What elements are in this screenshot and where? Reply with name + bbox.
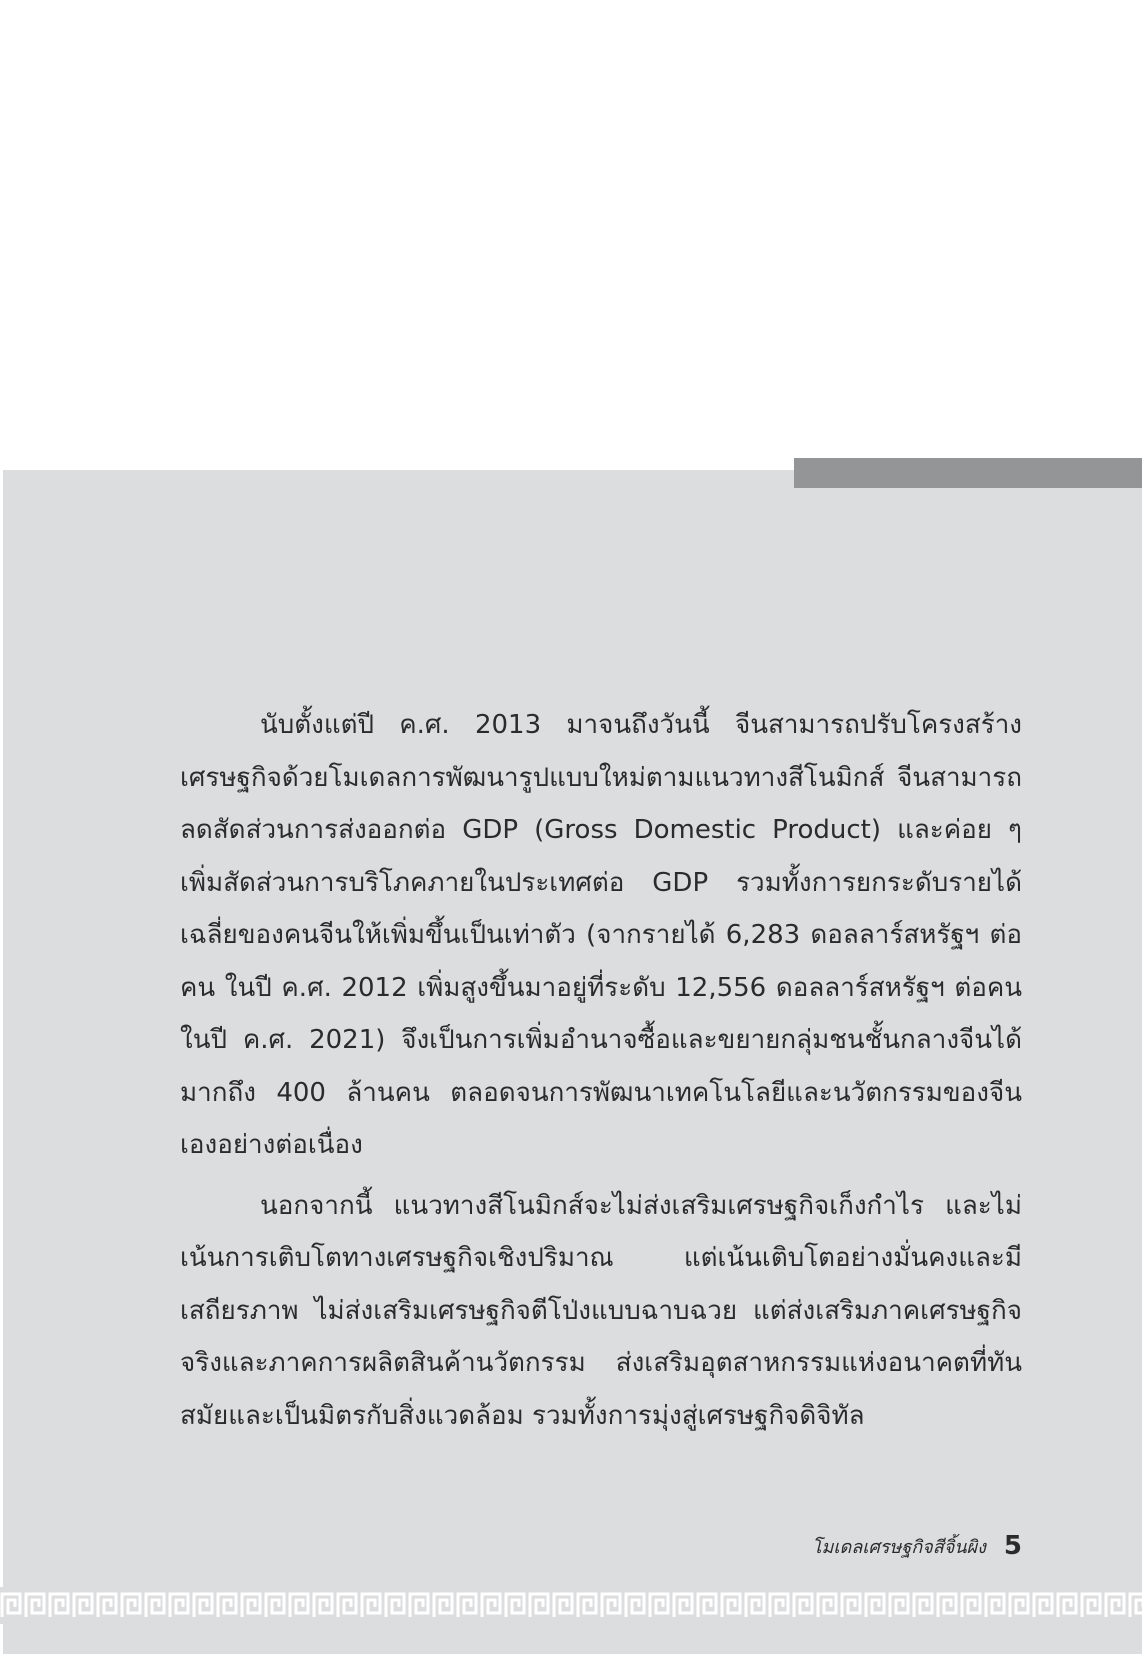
paragraph-1: นับตั้งแต่ปี ค.ศ. 2013 มาจนถึงวันนี้ จีนสามารถปรับโครงสร้างเศรษฐกิจด้วยโมเดลการพัฒนารูปแบบใหม่ตามแนวทางสีโนมิกส์ จีนสามารถลดสัดส่วนการส่งออกต่อ GDP (Gross Domestic Product) และค่อย ๆ เพิ่มสัดส่วนการบริโภคภายในประเทศต่อ GDP รวมทั้งการยกระดับรายได้เฉลี่ยของคนจีนให้เพิ่มขึ้นเป็นเท่าตัว (จากรายได้ 6,283 ดอลลาร์สหรัฐฯ ต่อคน ในปี ค.ศ. 2012 เพิ่มสูงขึ้นมาอยู่ที่ระดับ 12,556 ดอลลาร์สหรัฐฯ ต่อคน ในปี ค.ศ. 2021) จึงเป็นการเพิ่มอำนาจซื้อและขยายกลุ่มชนชั้นกลางจีนได้มากถึง 400 ล้านคน ตลอดจนการพัฒนาเทคโนโลยีและนวัตกรรมของจีนเองอย่างต่อเนื่อง [180, 710, 1022, 1160]
decorative-border [0, 1587, 1142, 1624]
header-tab-bar [794, 458, 1142, 488]
paragraph-2: นอกจากนี้ แนวทางสีโนมิกส์จะไม่ส่งเสริมเศรษฐกิจเก็งกำไร และไม่เน้นการเติบโตทางเศรษฐกิจเชิงปริมาณ แต่เน้นเติบโตอย่างมั่นคงและมีเสถียรภาพ ไม่ส่งเสริมเศรษฐกิจตีโป่งแบบฉาบฉวย แต่ส่งเสริมภาคเศรษฐกิจจริงและภาคการผลิตสินค้านวัตกรรม ส่งเสริมอุตสาหกรรมแห่งอนาคตที่ทันสมัยและเป็นมิตรกับสิ่งแวดล้อม รวมทั้งการมุ่งสู่เศรษฐกิจดิจิทัล [180, 1190, 1022, 1431]
body-text [180, 699, 1022, 1442]
page-number: 5 [1003, 1531, 1022, 1561]
running-book-title: โมเดลเศรษฐกิจสีจิ้นผิง [811, 1536, 986, 1558]
greek-key-pattern-icon [0, 1587, 1142, 1624]
page-footer [760, 1529, 1022, 1563]
